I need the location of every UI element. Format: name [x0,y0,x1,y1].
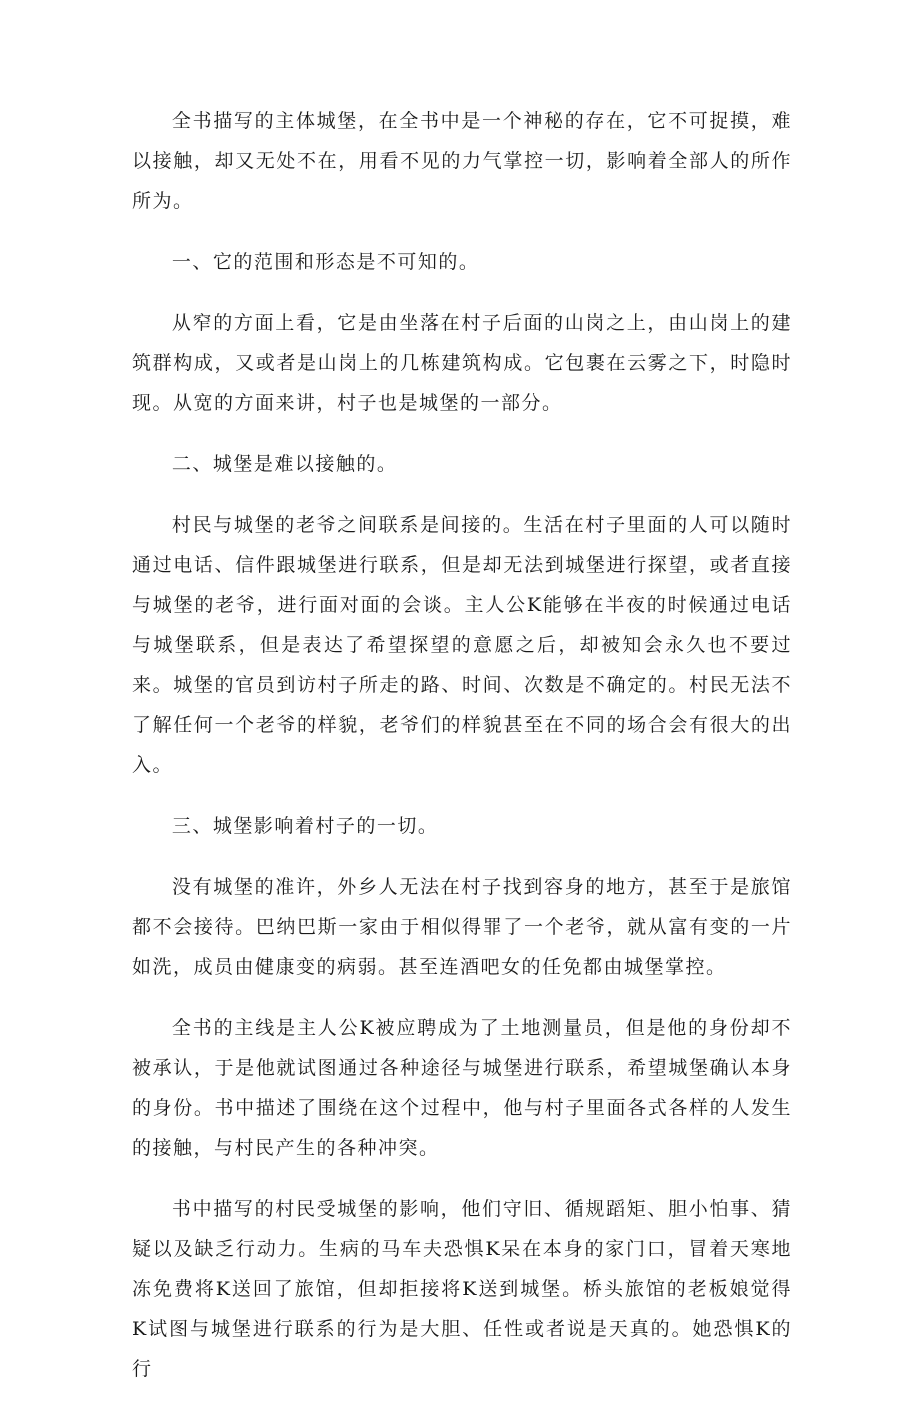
paragraph-scope: 从窄的方面上看，它是由坐落在村子后面的山岗之上，由山岗上的建筑群构成，又或者是山岗上的几栋建筑构成。它包裹在云雾之下，时隐时现。从宽的方面来讲，村子也是城堡的一部分。 [132,312,792,414]
section-heading-2: 二、城堡是难以接触的。 [171,453,398,475]
paragraph-contact: 村民与城堡的老爷之间联系是间接的。生活在村子里面的人可以随时通过电话、信件跟城堡进行联系，但是却无法到城堡进行探望，或者直接与城堡的老爷，进行面对面的会谈。主人公K能够在半夜的时候通过电话与城堡联系，但是表达了希望探望的意愿之后，却被知会永久也不要过来。城堡的官员到访村子所走的路、时间、次数是不确定的。村民无法不了解任何一个老爷的样貌，老爷们的样貌甚至在不同的场合会有很大的出入。 [132,514,792,776]
paragraph-villagers: 书中描写的村民受城堡的影响，他们守旧、循规蹈矩、胆小怕事、猜疑以及缺乏行动力。生病的马车夫恐惧K呆在本身的家门口，冒着天寒地冻免费将K送回了旅馆，但却拒接将K送到城堡。桥头旅馆的老板娘觉得K试图与城堡进行联系的行为是大胆、任性或者说是天真的。她恐惧K的行 [132,1198,792,1380]
paragraph-influence: 没有城堡的准许，外乡人无法在村子找到容身的地方，甚至于是旅馆都不会接待。巴纳巴斯一家由于相似得罪了一个老爷，就从富有变的一片如洗，成员由健康变的病弱。甚至连酒吧女的任免都由城堡掌控。 [132,876,792,978]
document-body [132,101,792,1410]
section-heading-1: 一、它的范围和形态是不可知的。 [171,251,480,273]
paragraph-intro: 全书描写的主体城堡，在全书中是一个神秘的存在，它不可捉摸，难以接触，却又无处不在，用看不见的力气掌控一切，影响着全部人的所作所为。 [132,110,792,212]
paragraph-mainline: 全书的主线是主人公K被应聘成为了土地测量员，但是他的身份却不被承认，于是他就试图通过各种途径与城堡进行联系，希望城堡确认本身的身份。书中描述了围绕在这个过程中，他与村子里面各式各样的人发生的接触，与村民产生的各种冲突。 [132,1017,792,1159]
section-heading-3: 三、城堡影响着村子的一切。 [171,815,439,837]
